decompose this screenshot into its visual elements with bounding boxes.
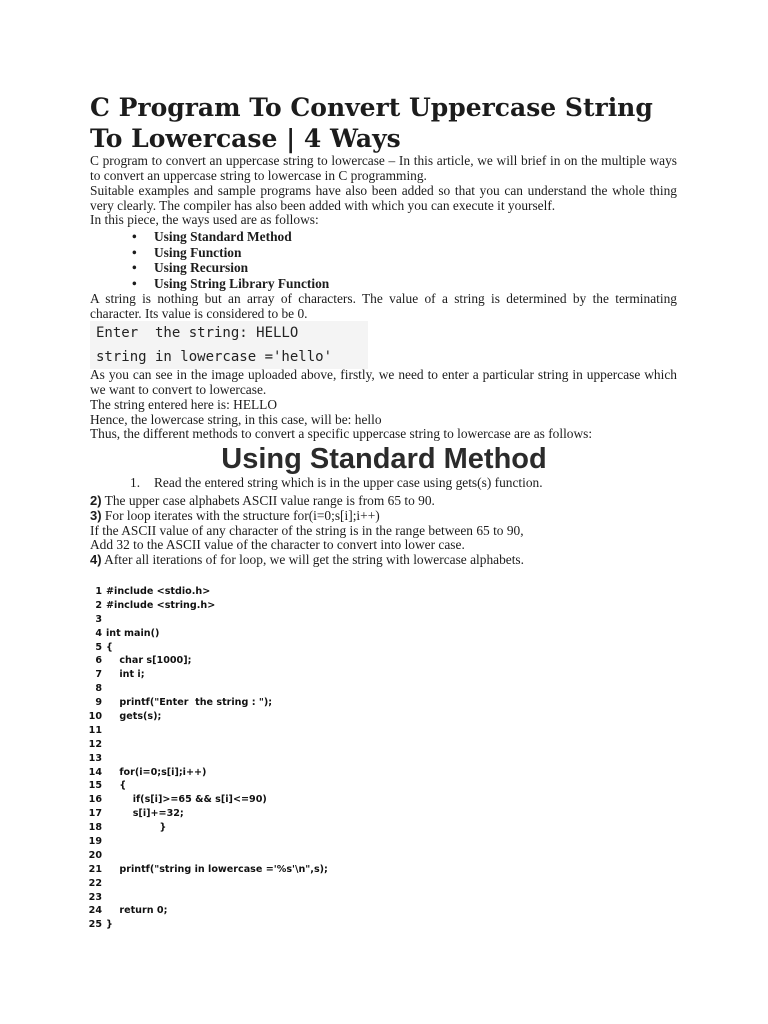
line-number: 21 [88, 863, 102, 875]
code-text: s[i]+=32; [106, 808, 184, 820]
line-number: 2 [95, 599, 102, 611]
code-line [88, 835, 488, 849]
code-line [88, 793, 488, 807]
line-number: 22 [88, 877, 102, 889]
method-item: • Using Function [130, 245, 329, 261]
code-text [106, 724, 488, 738]
step-item [130, 475, 543, 490]
code-text: printf("Enter the string : "); [106, 697, 273, 709]
line-number: 17 [88, 808, 102, 820]
code-listing [88, 585, 488, 932]
code-line [88, 682, 488, 696]
line-number: 4 [95, 627, 102, 639]
step-number: 2) [90, 493, 102, 508]
step-number: 1. [130, 475, 141, 490]
code-line [88, 724, 488, 738]
code-line [88, 779, 488, 793]
code-line [88, 877, 488, 891]
code-line [88, 891, 488, 905]
code-text: #include <stdio.h> [106, 586, 211, 597]
steps-block [90, 494, 690, 568]
code-text: if(s[i]>=65 && s[i]<=90) [106, 794, 267, 806]
code-text: } [106, 919, 113, 931]
line-number: 20 [88, 849, 102, 861]
article-title: C Program To Convert Uppercase String To Lowercase | 4 Ways [90, 93, 653, 153]
code-text: printf("string in lowercase ='%s'\n",s); [106, 863, 328, 875]
line-number: 10 [88, 711, 102, 723]
code-line [88, 627, 488, 641]
code-text: char s[1000]; [106, 655, 192, 667]
code-text: #include <string.h> [106, 599, 216, 611]
explanation-paragraph: Thus, the different methods to convert a specific uppercase string to lowercase are as follows: [90, 426, 593, 441]
code-text: { [106, 641, 113, 653]
method-item: • Using Standard Method [130, 229, 329, 245]
code-line [88, 710, 488, 724]
intro-paragraph: C program to convert an uppercase string to lowercase – In this article, we will brief in on the multiple ways to convert an uppercase string to lowercase in C programming. [90, 153, 677, 183]
step-line [90, 494, 690, 509]
step-text: The upper case alphabets ASCII value range is from 65 to 90. [104, 493, 435, 508]
explanation-paragraph: As you can see in the image uploaded above, firstly, we need to enter a particular string in uppercase which we want to convert to lowercase. [90, 367, 677, 397]
code-text [106, 738, 488, 752]
code-line [88, 821, 488, 835]
line-number: 12 [88, 738, 102, 750]
code-text [106, 752, 488, 766]
step-number: 4) [90, 552, 102, 568]
code-line [88, 752, 488, 766]
line-number: 3 [95, 613, 102, 625]
line-number: 14 [88, 766, 102, 778]
code-text: int main() [106, 627, 160, 639]
code-line [88, 918, 488, 932]
method-item: • Using String Library Function [130, 276, 329, 292]
code-line [88, 599, 488, 613]
code-text: int i; [106, 669, 145, 681]
intro-paragraph: In this piece, the ways used are as follows: [90, 212, 319, 227]
code-text [106, 835, 488, 849]
console-line: Enter the string: HELLO [96, 325, 299, 341]
method-item: • Using Recursion [130, 260, 329, 276]
code-line [88, 613, 488, 627]
code-line [88, 585, 488, 599]
console-line: string in lowercase ='hello' [96, 349, 333, 365]
code-text: { [106, 780, 127, 792]
intro-paragraph: Suitable examples and sample programs have also been added so that you can understand the whole thing very clearly. The compiler has also been added with which you can execute it yourself. [90, 183, 677, 213]
line-number: 16 [88, 794, 102, 806]
code-line [88, 766, 488, 780]
line-number: 1 [95, 586, 102, 597]
line-number: 23 [88, 891, 102, 903]
step-number: 3) [90, 507, 102, 523]
code-text [106, 849, 488, 863]
line-number: 7 [95, 669, 102, 681]
line-number: 8 [95, 683, 102, 695]
console-output-image [90, 321, 368, 369]
code-line [88, 641, 488, 655]
code-text: return 0; [106, 905, 168, 917]
step-text: For loop iterates with the structure for(i=0;s[i];i++) [104, 507, 380, 523]
step-list [130, 475, 543, 490]
code-line [88, 807, 488, 821]
methods-list [130, 229, 329, 291]
code-line [88, 696, 488, 710]
code-text: gets(s); [106, 711, 162, 723]
step-text: After all iterations of for loop, we will get the string with lowercase alphabets. [104, 552, 524, 568]
line-number: 25 [88, 919, 102, 931]
explanation-paragraph: The string entered here is: HELLO [90, 397, 278, 412]
step-text: Read the entered string which is in the upper case using gets(s) function. [154, 475, 543, 490]
line-number: 6 [95, 655, 102, 667]
line-number: 18 [88, 822, 102, 834]
line-number: 5 [95, 641, 102, 653]
code-text [106, 877, 488, 891]
code-text: for(i=0;s[i];i++) [106, 766, 207, 778]
step-line [90, 509, 690, 524]
explanation-paragraph: Hence, the lowercase string, in this case, will be: hello [90, 412, 382, 427]
step-line [90, 553, 690, 568]
code-text [106, 891, 488, 905]
line-number: 11 [88, 724, 102, 736]
code-line [88, 654, 488, 668]
code-line [88, 668, 488, 682]
code-text [106, 613, 488, 627]
step-line: Add 32 to the ASCII value of the character to convert into lower case. [90, 537, 465, 553]
line-number: 15 [88, 780, 102, 792]
code-text: } [106, 822, 167, 834]
code-line [88, 863, 488, 877]
code-line [88, 738, 488, 752]
line-number: 9 [95, 697, 102, 709]
line-number: 24 [88, 905, 102, 917]
code-line [88, 849, 488, 863]
definition-paragraph: A string is nothing but an array of characters. The value of a string is determined by the terminating character. Its value is considered to be 0. [90, 291, 677, 321]
code-text [106, 682, 488, 696]
code-line [88, 904, 488, 918]
line-number: 13 [88, 752, 102, 764]
line-number: 19 [88, 836, 102, 848]
step-line: If the ASCII value of any character of the string is in the range between 65 to 90, [90, 522, 524, 538]
section-heading: Using Standard Method [221, 443, 547, 475]
